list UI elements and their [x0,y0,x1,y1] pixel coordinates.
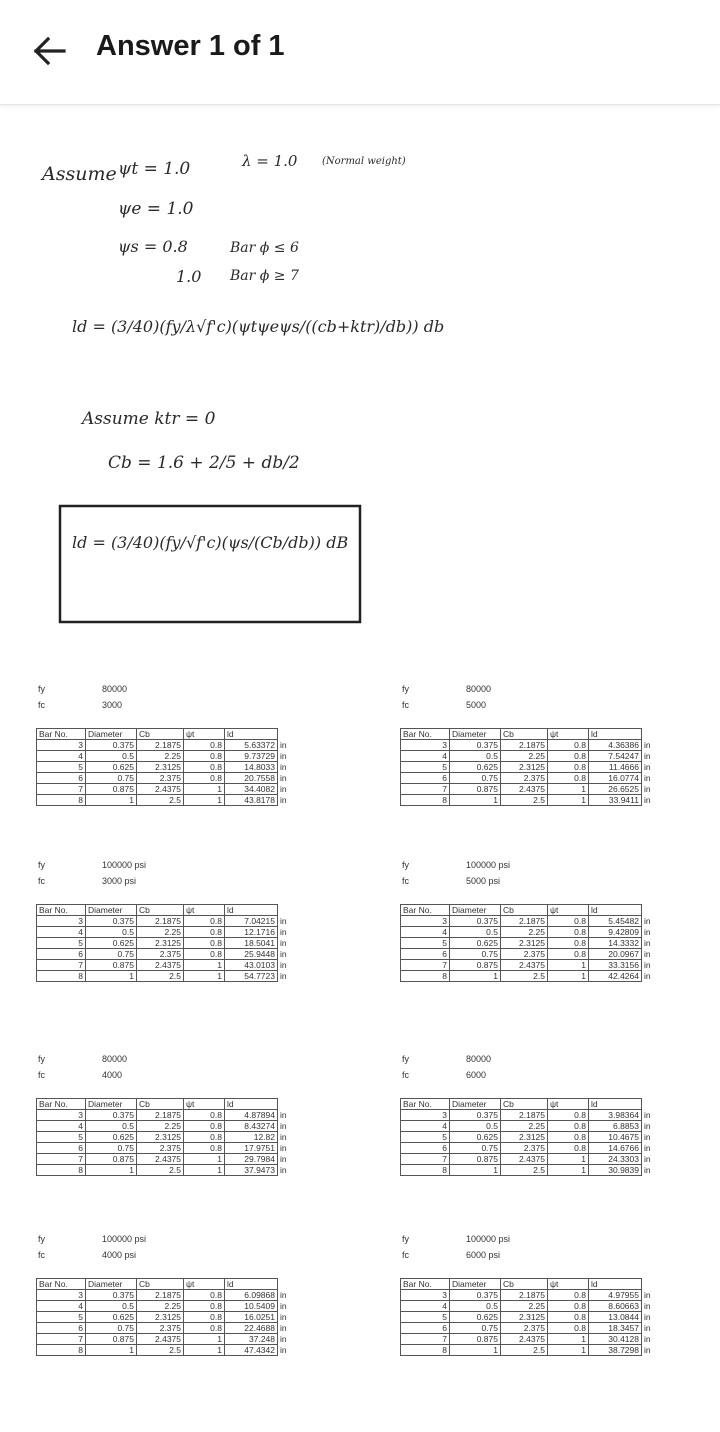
lambda-text: λ = 1.0 [242,152,298,170]
boxed-equation-text: ld = (3/40)(fy/√f'c)(ψs/(Cb/db)) dB [72,533,349,552]
table-row: 6 0.75 2.375 0.8 20.0967 in [401,949,654,960]
table-row: 8 1 2.5 1 37.9473 in [37,1165,290,1176]
table-row: 7 0.875 2.4375 1 33.3156 in [401,960,654,971]
psi-e-text: ψe = 1.0 [118,199,194,219]
assume-text: Assume [42,163,117,185]
table-block-8: fy 100000 psi fc 6000 psi Bar No. Diameter Cb ψt ld 3 0.375 2.1875 0.8 4.97955 in 4 0.5 2.25 0.8 8.60663 in 5 0.625 2.3125 0.8 13.0844 in 6 0.75 2.375 0.8 18.3457 in 7 0.875 2.4375 1 30.4128 in 8 1 2.5 1 38.7298 in [400,1234,720,1356]
table-row: 5 0.625 2.3125 0.8 10.4675 in [401,1132,654,1143]
psi-s1-text: ψs = 0.8 [118,237,188,256]
table-block-2: fy 80000 fc 5000 Bar No. Diameter Cb ψt ld 3 0.375 2.1875 0.8 4.36386 in 4 0.5 2.25 0.8 7.54247 in 5 0.625 2.3125 0.8 11.4666 in 6 0.75 2.375 0.8 16.0774 in 7 0.875 2.4375 1 26.6525 in 8 1 2.5 1 33.9411 in [400,684,720,806]
table-block-5: fy 80000 fc 4000 Bar No. Diameter Cb ψt ld 3 0.375 2.1875 0.8 4.87894 in 4 0.5 2.25 0.8 8.43274 in 5 0.625 2.3125 0.8 12.82 in 6 0.75 2.375 0.8 17.9751 in 7 0.875 2.4375 1 29.7984 in 8 1 2.5 1 37.9473 in [36,1054,366,1176]
bar2-text: Bar ϕ ≥ 7 [230,268,299,284]
table-row: 8 1 2.5 1 38.7298 in [401,1345,654,1356]
normal-weight-text: (Normal weight) [322,156,406,167]
table-row: 7 0.875 2.4375 1 34.4082 in [37,784,290,795]
table-row: 5 0.625 2.3125 0.8 16.0251 in [37,1312,290,1323]
table-row: 4 0.5 2.25 0.8 6.8853 in [401,1121,654,1132]
table-row: 3 0.375 2.1875 0.8 6.09868 in [37,1290,290,1301]
result-table: Bar No. Diameter Cb ψt ld 3 0.375 2.1875 0.8 4.97955 in 4 0.5 2.25 0.8 8.60663 in 5 0.625 2.3125 0.8 13.0844 in 6 0.75 2.375 0.8 18.3457 in 7 0.875 2.4375 1 30.4128 in 8 1 2.5 1 38.7298 in [400,1278,654,1356]
result-table: Bar No. Diameter Cb ψt ld 3 0.375 2.1875 0.8 4.36386 in 4 0.5 2.25 0.8 7.54247 in 5 0.625 2.3125 0.8 11.4666 in 6 0.75 2.375 0.8 16.0774 in 7 0.875 2.4375 1 26.6525 in 8 1 2.5 1 33.9411 in [400,728,654,806]
result-table: Bar No. Diameter Cb ψt ld 3 0.375 2.1875 0.8 5.45482 in 4 0.5 2.25 0.8 9.42809 in 5 0.625 2.3125 0.8 14.3332 in 6 0.75 2.375 0.8 20.0967 in 7 0.875 2.4375 1 33.3156 in 8 1 2.5 1 42.4264 in [400,904,654,982]
ktr-text: Assume ktr = 0 [82,409,216,429]
bar1-text: Bar ϕ ≤ 6 [230,240,299,256]
table-row: 3 0.375 2.1875 0.8 3.98364 in [401,1110,654,1121]
table-row: 6 0.75 2.375 0.8 20.7558 in [37,773,290,784]
result-table: Bar No. Diameter Cb ψt ld 3 0.375 2.1875 0.8 4.87894 in 4 0.5 2.25 0.8 8.43274 in 5 0.625 2.3125 0.8 12.82 in 6 0.75 2.375 0.8 17.9751 in 7 0.875 2.4375 1 29.7984 in 8 1 2.5 1 37.9473 in [36,1098,290,1176]
table-row: 6 0.75 2.375 0.8 18.3457 in [401,1323,654,1334]
table-row: 7 0.875 2.4375 1 26.6525 in [401,784,654,795]
table-row: 4 0.5 2.25 0.8 9.73729 in [37,751,290,762]
table-row: 6 0.75 2.375 0.8 22.4688 in [37,1323,290,1334]
table-row: 6 0.75 2.375 0.8 16.0774 in [401,773,654,784]
table-row: 5 0.625 2.3125 0.8 13.0844 in [401,1312,654,1323]
table-row: 4 0.5 2.25 0.8 12.1716 in [37,927,290,938]
table-row: 5 0.625 2.3125 0.8 14.8033 in [37,762,290,773]
answer-box [60,506,360,622]
arrow-left-icon [32,36,66,66]
result-table: Bar No. Diameter Cb ψt ld 3 0.375 2.1875 0.8 5.63372 in 4 0.5 2.25 0.8 9.73729 in 5 0.625 2.3125 0.8 14.8033 in 6 0.75 2.375 0.8 20.7558 in 7 0.875 2.4375 1 34.4082 in 8 1 2.5 1 43.8178 in [36,728,290,806]
table-row: 4 0.5 2.25 0.8 7.54247 in [401,751,654,762]
result-table: Bar No. Diameter Cb ψt ld 3 0.375 2.1875 0.8 6.09868 in 4 0.5 2.25 0.8 10.5409 in 5 0.625 2.3125 0.8 16.0251 in 6 0.75 2.375 0.8 22.4688 in 7 0.875 2.4375 1 37.248 in 8 1 2.5 1 47.4342 in [36,1278,290,1356]
table-row: 8 1 2.5 1 42.4264 in [401,971,654,982]
table-row: 5 0.625 2.3125 0.8 18.5041 in [37,938,290,949]
result-table: Bar No. Diameter Cb ψt ld 3 0.375 2.1875 0.8 7.04215 in 4 0.5 2.25 0.8 12.1716 in 5 0.625 2.3125 0.8 18.5041 in 6 0.75 2.375 0.8 25.9448 in 7 0.875 2.4375 1 43.0103 in 8 1 2.5 1 54.7723 in [36,904,290,982]
top-bar [0,0,720,105]
psi-t-text: ψt = 1.0 [118,159,191,179]
psi-s2-text: 1.0 [176,267,202,286]
table-row: 5 0.625 2.3125 0.8 14.3332 in [401,938,654,949]
table-row: 7 0.875 2.4375 1 24.3303 in [401,1154,654,1165]
table-row: 3 0.375 2.1875 0.8 4.36386 in [401,740,654,751]
table-row: 7 0.875 2.4375 1 43.0103 in [37,960,290,971]
table-row: 8 1 2.5 1 54.7723 in [37,971,290,982]
table-row: 8 1 2.5 1 33.9411 in [401,795,654,806]
ld-equation-text: ld = (3/40)(fy/λ√f'c)(ψtψeψs/((cb+ktr)/db)) db [72,317,445,336]
cb-text: Cb = 1.6 + 2/5 + db/2 [108,453,300,473]
table-row: 3 0.375 2.1875 0.8 5.45482 in [401,916,654,927]
back-button[interactable] [24,26,74,76]
page-title: Answer 1 of 1 [96,30,285,62]
table-block-6: fy 80000 fc 6000 Bar No. Diameter Cb ψt ld 3 0.375 2.1875 0.8 3.98364 in 4 0.5 2.25 0.8 6.8853 in 5 0.625 2.3125 0.8 10.4675 in 6 0.75 2.375 0.8 14.6766 in 7 0.875 2.4375 1 24.3303 in 8 1 2.5 1 30.9839 in [400,1054,720,1176]
table-row: 3 0.375 2.1875 0.8 7.04215 in [37,916,290,927]
table-row: 8 1 2.5 1 30.9839 in [401,1165,654,1176]
table-row: 4 0.5 2.25 0.8 9.42809 in [401,927,654,938]
table-row: 5 0.625 2.3125 0.8 12.82 in [37,1132,290,1143]
table-row: 7 0.875 2.4375 1 29.7984 in [37,1154,290,1165]
table-row: 3 0.375 2.1875 0.8 4.87894 in [37,1110,290,1121]
table-row: 6 0.75 2.375 0.8 17.9751 in [37,1143,290,1154]
table-row: 4 0.5 2.25 0.8 10.5409 in [37,1301,290,1312]
table-row: 4 0.5 2.25 0.8 8.43274 in [37,1121,290,1132]
table-row: 7 0.875 2.4375 1 30.4128 in [401,1334,654,1345]
table-row: 8 1 2.5 1 47.4342 in [37,1345,290,1356]
table-row: 6 0.75 2.375 0.8 14.6766 in [401,1143,654,1154]
result-table: Bar No. Diameter Cb ψt ld 3 0.375 2.1875 0.8 3.98364 in 4 0.5 2.25 0.8 6.8853 in 5 0.625 2.3125 0.8 10.4675 in 6 0.75 2.375 0.8 14.6766 in 7 0.875 2.4375 1 24.3303 in 8 1 2.5 1 30.9839 in [400,1098,654,1176]
table-block-7: fy 100000 psi fc 4000 psi Bar No. Diameter Cb ψt ld 3 0.375 2.1875 0.8 6.09868 in 4 0.5 2.25 0.8 10.5409 in 5 0.625 2.3125 0.8 16.0251 in 6 0.75 2.375 0.8 22.4688 in 7 0.875 2.4375 1 37.248 in 8 1 2.5 1 47.4342 in [36,1234,366,1356]
table-row: 7 0.875 2.4375 1 37.248 in [37,1334,290,1345]
table-row: 3 0.375 2.1875 0.8 5.63372 in [37,740,290,751]
table-row: 6 0.75 2.375 0.8 25.9448 in [37,949,290,960]
handwritten-solution [0,140,720,640]
table-row: 3 0.375 2.1875 0.8 4.97955 in [401,1290,654,1301]
table-block-4: fy 100000 psi fc 5000 psi Bar No. Diameter Cb ψt ld 3 0.375 2.1875 0.8 5.45482 in 4 0.5 2.25 0.8 9.42809 in 5 0.625 2.3125 0.8 14.3332 in 6 0.75 2.375 0.8 20.0967 in 7 0.875 2.4375 1 33.3156 in 8 1 2.5 1 42.4264 in [400,860,720,982]
table-row: 5 0.625 2.3125 0.8 11.4666 in [401,762,654,773]
table-block-3: fy 100000 psi fc 3000 psi Bar No. Diameter Cb ψt ld 3 0.375 2.1875 0.8 7.04215 in 4 0.5 2.25 0.8 12.1716 in 5 0.625 2.3125 0.8 18.5041 in 6 0.75 2.375 0.8 25.9448 in 7 0.875 2.4375 1 43.0103 in 8 1 2.5 1 54.7723 in [36,860,366,982]
table-block-1: fy 80000 fc 3000 Bar No. Diameter Cb ψt ld 3 0.375 2.1875 0.8 5.63372 in 4 0.5 2.25 0.8 9.73729 in 5 0.625 2.3125 0.8 14.8033 in 6 0.75 2.375 0.8 20.7558 in 7 0.875 2.4375 1 34.4082 in 8 1 2.5 1 43.8178 in [36,684,366,806]
table-row: 8 1 2.5 1 43.8178 in [37,795,290,806]
table-row: 4 0.5 2.25 0.8 8.60663 in [401,1301,654,1312]
